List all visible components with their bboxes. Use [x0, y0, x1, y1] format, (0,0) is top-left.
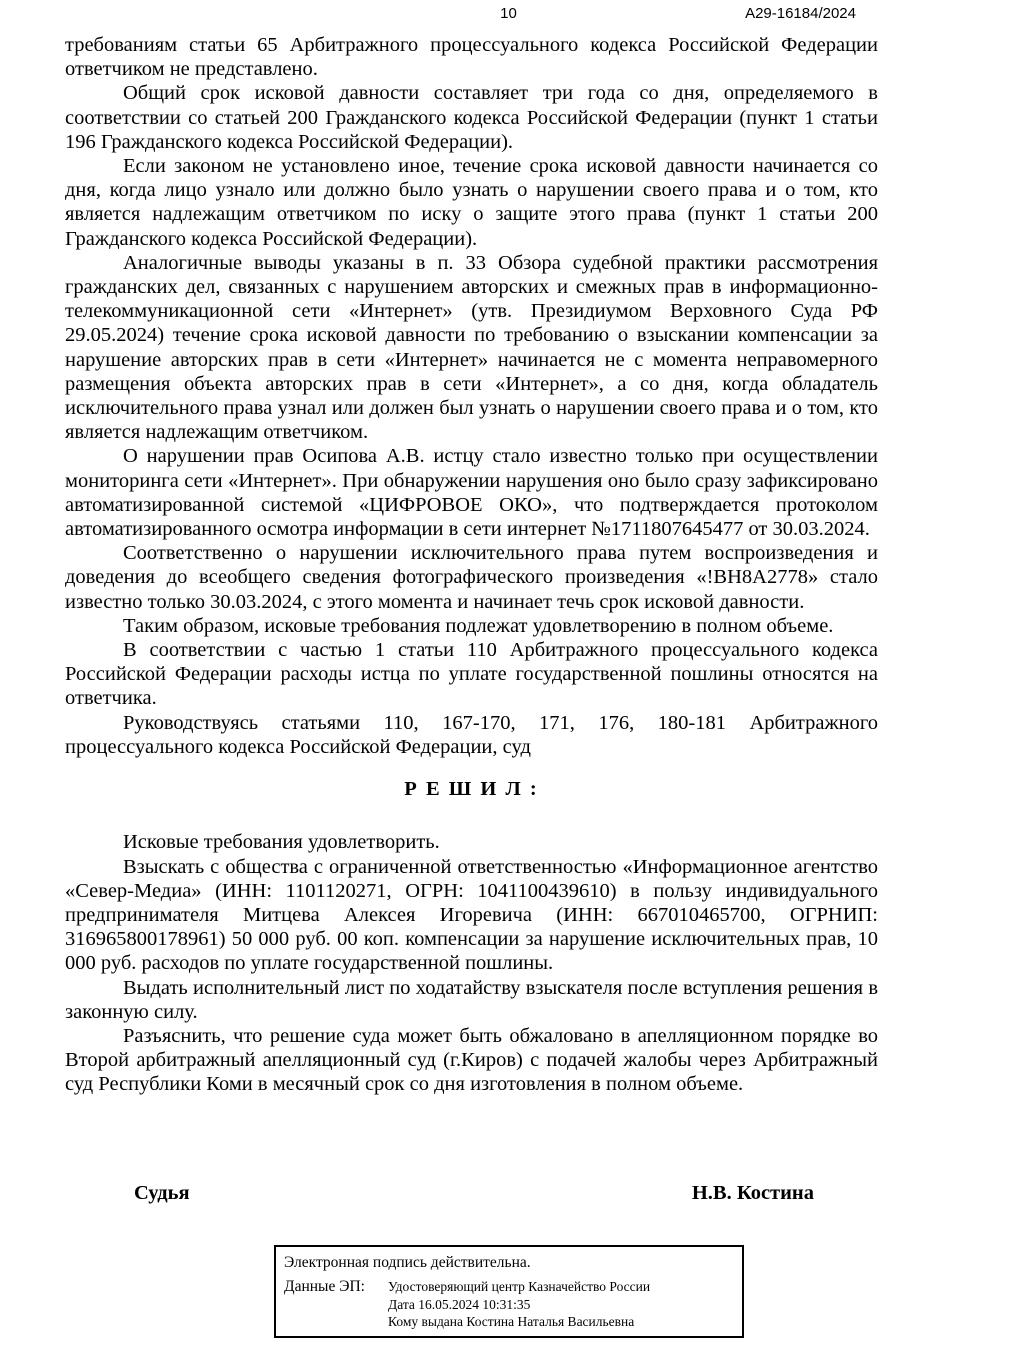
document-body — [65, 33, 878, 1097]
signature-date: Дата 16.05.2024 10:31:35 — [388, 1296, 531, 1312]
signature-data-details — [388, 1278, 650, 1331]
resolution-paragraph: Исковые требования удовлетворить. — [123, 831, 440, 854]
case-number: А29-16184/2024 — [745, 5, 856, 22]
body-paragraph: Общий срок исковой давности составляет три года со дня, определяемого в соответствии со статьей 200 Гражданского кодекса Российской Федерации (пункт 1 статьи 196 Гражданского кодекса Российской Федерации). — [65, 82, 878, 153]
page-number: 10 — [500, 5, 517, 22]
judge-name: Н.В. Костина — [691, 1182, 814, 1204]
signature-issued-to: Кому выдана Костина Наталья Васильевна — [388, 1314, 635, 1329]
resolution-paragraph: Взыскать с общества с ограниченной ответственностью «Информационное агентство «Север-Медиа» (ИНН: 1101120271, ОГРН: 1041100439610) в пользу индивидуального предпринимателя Митцева Алексея Игоревича (ИНН: 667010465700, ОГРНИП: 316965800178961) 50 000 руб. 00 коп. компенсации за нарушение исключительных прав, 10 000 руб. расходов по уплате государственной пошлины. — [65, 855, 878, 975]
body-paragraph: В соответствии с частью 1 статьи 110 Арбитражного процессуального кодекса Российской Федерации расходы истца по уплате государственной пошлины относятся на ответчика. — [65, 639, 878, 710]
signature-data-label: Данные ЭП: — [284, 1278, 365, 1295]
body-paragraph: требованиям статьи 65 Арбитражного процессуального кодекса Российской Федерации ответчиком не представлено. — [65, 34, 878, 81]
judge-label: Судья — [134, 1182, 190, 1204]
body-paragraph: Таким образом, исковые требования подлежат удовлетворению в полном объеме. — [123, 614, 834, 637]
body-paragraph: О нарушении прав Осипова А.В. истцу стало известно только при осуществлении мониторинга сети «Интернет». При обнаружении нарушения оно было сразу зафиксировано автоматизированной системой «ЦИФРОВОЕ ОКО», что подтверждается протоколом автоматизированного осмотра информации в сети интернет №1711807645477 от 30.03.2024. — [65, 445, 878, 541]
body-paragraph: Соответственно о нарушении исключительного права путем воспроизведения и доведения до всеобщего сведения фотографического произведения «!BH8A2778» стало известно только 30.03.2024, с этого момента и начинает течь срок исковой давности. — [65, 542, 878, 613]
signature-data-row — [284, 1278, 732, 1331]
page-header — [0, 6, 1017, 28]
body-paragraph: Аналогичные выводы указаны в п. 33 Обзора судебной практики рассмотрения гражданских дел, связанных с нарушением авторских и смежных прав в информационно-телекоммуникационной сети «Интернет» (утв. Президиумом Верховного Суда РФ 29.05.2024) течение срока исковой давности по требованию о взыскании компенсации за нарушение авторских прав в сети «Интернет» начинается не с момента неправомерного размещения объекта авторских прав в сети «Интернет», а со дня, когда обладатель исключительного права узнал или должен был узнать о нарушении своего права и о том, кто является надлежащим ответчиком. — [65, 251, 878, 444]
signature-validity-text: Электронная подпись действительна. — [284, 1254, 531, 1271]
body-paragraph: Руководствуясь статьями 110, 167-170, 171, 176, 180-181 Арбитражного процессуального кодекса Российской Федерации, суд — [65, 711, 878, 758]
certificate-authority: Удостоверяющий центр Казначейство России — [388, 1279, 651, 1294]
signature-row — [65, 1182, 878, 1205]
body-paragraph: Если законом не установлено иное, течение срока исковой давности начинается со дня, когда лицо узнало или должно было узнать о нарушении своего права и о том, кто является надлежащим ответчиком по иску о защите этого права (пункт 1 статьи 200 Гражданского кодекса Российской Федерации). — [65, 155, 878, 250]
resolution-heading: Р Е Ш И Л : — [404, 778, 539, 801]
electronic-signature-stamp — [274, 1245, 744, 1338]
resolution-paragraph: Выдать исполнительный лист по ходатайству взыскателя после вступления решения в законную силу. — [65, 976, 878, 1023]
resolution-paragraph: Разъяснить, что решение суда может быть обжаловано в апелляционном порядке во Второй арбитражный апелляционный суд (г.Киров) с подачей жалобы через Арбитражный суд Республики Коми в месячный срок со дня изготовления в полном объеме. — [65, 1024, 878, 1096]
